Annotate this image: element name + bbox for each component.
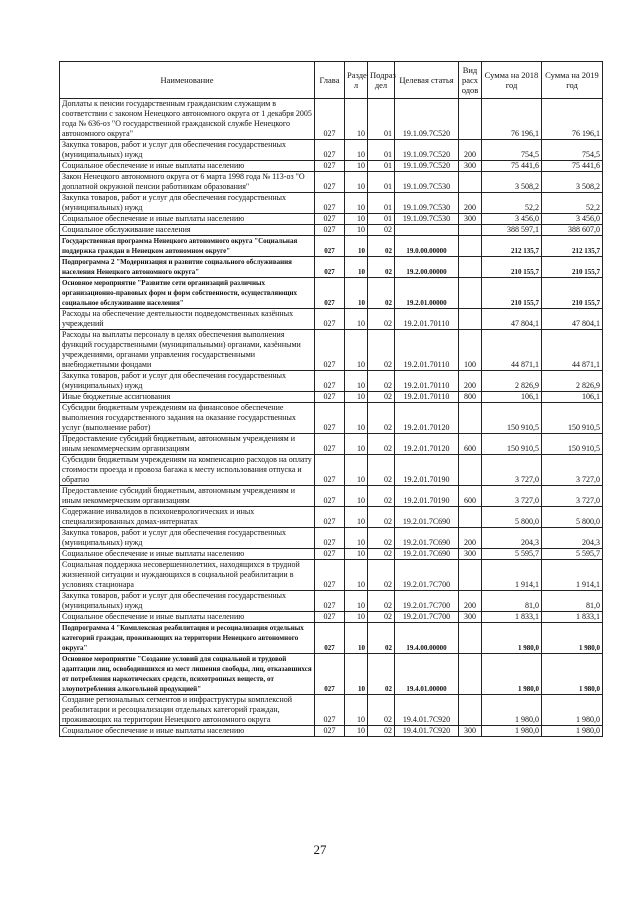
- cell-sum-2019: 210 155,7: [542, 257, 603, 278]
- cell-podrazdel: 02: [368, 309, 395, 330]
- cell-vid: 300: [459, 726, 482, 737]
- cell-statya: 19.2.01.7С690: [395, 507, 459, 528]
- cell-podrazdel: 02: [368, 623, 395, 654]
- cell-vid: [459, 309, 482, 330]
- cell-podrazdel: 02: [368, 591, 395, 612]
- cell-vid: 200: [459, 140, 482, 161]
- cell-statya: 19.1.09.7С520: [395, 140, 459, 161]
- cell-statya: 19.1.09.7С530: [395, 172, 459, 193]
- cell-statya: 19.2.01.00000: [395, 278, 459, 309]
- cell-name: Содержание инвалидов в психоневрологических и иных специализированных домах-интернатах: [60, 507, 315, 528]
- cell-statya: 19.2.01.70110: [395, 371, 459, 392]
- cell-vid: 300: [459, 161, 482, 172]
- cell-sum-2018: 1 833,1: [482, 612, 542, 623]
- cell-glava: 027: [315, 392, 345, 403]
- cell-podrazdel: 02: [368, 528, 395, 549]
- cell-vid: [459, 225, 482, 236]
- table-row: [60, 623, 603, 654]
- cell-sum-2018: 3 727,0: [482, 455, 542, 486]
- cell-glava: 027: [315, 257, 345, 278]
- cell-razdel: 10: [345, 214, 368, 225]
- table-row: [60, 403, 603, 434]
- cell-sum-2018: 1 914,1: [482, 560, 542, 591]
- cell-name: Субсидии бюджетным учреждениям на финансовое обеспечение выполнения государственного задания на оказание государственных услуг (выполнение работ): [60, 403, 315, 434]
- cell-name: Закупка товаров, работ и услуг для обеспечения государственных (муниципальных) нужд: [60, 193, 315, 214]
- cell-glava: 027: [315, 309, 345, 330]
- cell-sum-2019: 388 607,0: [542, 225, 603, 236]
- cell-name: Основное мероприятие "Развитие сети организаций различных организационно-правовых форм и форм собственности, осуществляющих социальное обслуживание населения": [60, 278, 315, 309]
- cell-razdel: 10: [345, 392, 368, 403]
- cell-glava: 027: [315, 236, 345, 257]
- cell-sum-2019: 47 804,1: [542, 309, 603, 330]
- cell-sum-2018: 150 910,5: [482, 434, 542, 455]
- cell-vid: 300: [459, 214, 482, 225]
- cell-razdel: 10: [345, 99, 368, 140]
- cell-vid: 200: [459, 371, 482, 392]
- table-row: [60, 140, 603, 161]
- cell-glava: 027: [315, 455, 345, 486]
- table-row: [60, 172, 603, 193]
- table-row: [60, 193, 603, 214]
- table-row: [60, 371, 603, 392]
- table-row: [60, 99, 603, 140]
- cell-name: Доплаты к пенсии государственным гражданским служащим в соответствии с законом Ненецкого автономного округа от 1 декабря 2005 года № 636-оз "О государственной гражданской службе Ненецкого автономного округа": [60, 99, 315, 140]
- cell-vid: [459, 257, 482, 278]
- cell-glava: 027: [315, 507, 345, 528]
- header-glava: Глава: [315, 62, 345, 99]
- table-row: [60, 236, 603, 257]
- cell-glava: 027: [315, 486, 345, 507]
- table-row: [60, 161, 603, 172]
- header-razdel: Разде л: [345, 62, 368, 99]
- cell-podrazdel: 02: [368, 549, 395, 560]
- table-row: [60, 591, 603, 612]
- budget-table: [59, 61, 603, 737]
- cell-sum-2018: 3 508,2: [482, 172, 542, 193]
- cell-sum-2018: 1 980,0: [482, 623, 542, 654]
- cell-razdel: 10: [345, 193, 368, 214]
- cell-glava: 027: [315, 371, 345, 392]
- cell-sum-2019: 212 135,7: [542, 236, 603, 257]
- cell-razdel: 10: [345, 623, 368, 654]
- cell-glava: 027: [315, 612, 345, 623]
- cell-glava: 027: [315, 549, 345, 560]
- cell-sum-2018: 212 135,7: [482, 236, 542, 257]
- cell-vid: 200: [459, 193, 482, 214]
- cell-sum-2019: 1 980,0: [542, 695, 603, 726]
- cell-podrazdel: 02: [368, 612, 395, 623]
- cell-sum-2019: 3 727,0: [542, 455, 603, 486]
- cell-sum-2019: 210 155,7: [542, 278, 603, 309]
- cell-sum-2019: 150 910,5: [542, 403, 603, 434]
- cell-name: Подпрограмма 4 "Комплексная реабилитация и ресоциализация отдельных категорий граждан, проживающих на территории Ненецкого автономного округа": [60, 623, 315, 654]
- cell-vid: [459, 654, 482, 695]
- cell-sum-2019: 1 980,0: [542, 654, 603, 695]
- table-row: [60, 309, 603, 330]
- cell-glava: 027: [315, 172, 345, 193]
- cell-podrazdel: 02: [368, 654, 395, 695]
- cell-podrazdel: 02: [368, 726, 395, 737]
- cell-razdel: 10: [345, 549, 368, 560]
- cell-razdel: 10: [345, 309, 368, 330]
- cell-name: Предоставление субсидий бюджетным, автономным учреждениям и иным некоммерческим организациям: [60, 486, 315, 507]
- table-row: [60, 392, 603, 403]
- cell-statya: 19.4.01.7С920: [395, 695, 459, 726]
- cell-name: Расходы на обеспечение деятельности подведомственных казённых учреждений: [60, 309, 315, 330]
- cell-name: Социальное обеспечение и иные выплаты населению: [60, 161, 315, 172]
- cell-podrazdel: 02: [368, 392, 395, 403]
- cell-razdel: 10: [345, 528, 368, 549]
- table-row: [60, 486, 603, 507]
- cell-name: Закон Ненецкого автономного округа от 6 марта 1998 года № 113-оз "О доплатной окружной пенсии работникам образования": [60, 172, 315, 193]
- table-row: [60, 330, 603, 371]
- cell-podrazdel: 02: [368, 560, 395, 591]
- cell-vid: 100: [459, 330, 482, 371]
- page-number: 27: [313, 842, 327, 857]
- cell-glava: 027: [315, 193, 345, 214]
- header-statya: Целевая статья: [395, 62, 459, 99]
- cell-podrazdel: 02: [368, 330, 395, 371]
- table-header-row: [60, 62, 603, 99]
- cell-sum-2018: 5 800,0: [482, 507, 542, 528]
- cell-glava: 027: [315, 623, 345, 654]
- cell-sum-2018: 52,2: [482, 193, 542, 214]
- cell-vid: [459, 507, 482, 528]
- cell-vid: [459, 455, 482, 486]
- cell-sum-2019: 1 980,0: [542, 623, 603, 654]
- cell-vid: [459, 172, 482, 193]
- cell-statya: 19.2.01.7С700: [395, 612, 459, 623]
- cell-razdel: 10: [345, 612, 368, 623]
- cell-sum-2018: 76 196,1: [482, 99, 542, 140]
- cell-name: Социальное обеспечение и иные выплаты населению: [60, 549, 315, 560]
- cell-sum-2019: 106,1: [542, 392, 603, 403]
- cell-glava: 027: [315, 214, 345, 225]
- cell-razdel: 10: [345, 486, 368, 507]
- cell-glava: 027: [315, 726, 345, 737]
- cell-statya: 19.2.01.70120: [395, 403, 459, 434]
- cell-sum-2018: 210 155,7: [482, 257, 542, 278]
- cell-sum-2018: 81,0: [482, 591, 542, 612]
- cell-statya: 19.2.01.7С690: [395, 549, 459, 560]
- table-row: [60, 528, 603, 549]
- cell-sum-2019: 52,2: [542, 193, 603, 214]
- cell-name: Закупка товаров, работ и услуг для обеспечения государственных (муниципальных) нужд: [60, 371, 315, 392]
- cell-name: Государственная программа Ненецкого автономного округа "Социальная поддержка граждан в Ненецком автономном округе": [60, 236, 315, 257]
- cell-vid: 600: [459, 434, 482, 455]
- cell-name: Социальное обеспечение и иные выплаты населению: [60, 612, 315, 623]
- cell-sum-2019: 76 196,1: [542, 99, 603, 140]
- cell-statya: 19.2.01.70120: [395, 434, 459, 455]
- table-row: [60, 560, 603, 591]
- cell-podrazdel: 01: [368, 140, 395, 161]
- table-row: [60, 726, 603, 737]
- cell-statya: 19.2.01.7С700: [395, 591, 459, 612]
- cell-statya: 19.2.01.7С700: [395, 560, 459, 591]
- cell-razdel: 10: [345, 225, 368, 236]
- cell-sum-2018: 47 804,1: [482, 309, 542, 330]
- cell-razdel: 10: [345, 591, 368, 612]
- cell-name: Основное мероприятие "Создание условий для социальной и трудовой адаптации лиц, освободившихся из мест лишения свободы, лиц, отказавшихся от потребления наркотических средств, психотропных веществ, от злоупотребления алкогольной продукцией": [60, 654, 315, 695]
- cell-sum-2019: 1 914,1: [542, 560, 603, 591]
- cell-razdel: 10: [345, 560, 368, 591]
- cell-vid: [459, 236, 482, 257]
- cell-statya: 19.2.01.70110: [395, 392, 459, 403]
- cell-sum-2019: 1 833,1: [542, 612, 603, 623]
- cell-podrazdel: 02: [368, 257, 395, 278]
- cell-sum-2019: 150 910,5: [542, 434, 603, 455]
- cell-statya: 19.1.09.7С530: [395, 193, 459, 214]
- cell-sum-2018: 150 910,5: [482, 403, 542, 434]
- cell-glava: 027: [315, 403, 345, 434]
- cell-podrazdel: 02: [368, 486, 395, 507]
- cell-podrazdel: 02: [368, 225, 395, 236]
- cell-sum-2019: 3 456,0: [542, 214, 603, 225]
- cell-sum-2018: 44 871,1: [482, 330, 542, 371]
- table-row: [60, 695, 603, 726]
- cell-glava: 027: [315, 654, 345, 695]
- cell-razdel: 10: [345, 257, 368, 278]
- cell-sum-2018: 210 155,7: [482, 278, 542, 309]
- cell-podrazdel: 01: [368, 193, 395, 214]
- table-row: [60, 257, 603, 278]
- cell-glava: 027: [315, 434, 345, 455]
- cell-glava: 027: [315, 161, 345, 172]
- cell-vid: 200: [459, 528, 482, 549]
- cell-razdel: 10: [345, 140, 368, 161]
- cell-vid: 600: [459, 486, 482, 507]
- cell-glava: 027: [315, 99, 345, 140]
- cell-sum-2018: 204,3: [482, 528, 542, 549]
- table-row: [60, 654, 603, 695]
- cell-sum-2019: 5 800,0: [542, 507, 603, 528]
- cell-glava: 027: [315, 140, 345, 161]
- cell-razdel: 10: [345, 236, 368, 257]
- cell-podrazdel: 02: [368, 278, 395, 309]
- cell-podrazdel: 02: [368, 695, 395, 726]
- table-row: [60, 225, 603, 236]
- cell-sum-2019: 2 826,9: [542, 371, 603, 392]
- cell-vid: [459, 403, 482, 434]
- cell-sum-2019: 3 508,2: [542, 172, 603, 193]
- cell-sum-2018: 5 595,7: [482, 549, 542, 560]
- cell-glava: 027: [315, 560, 345, 591]
- table-row: [60, 549, 603, 560]
- cell-vid: [459, 99, 482, 140]
- cell-statya: 19.2.01.70190: [395, 486, 459, 507]
- cell-razdel: 10: [345, 455, 368, 486]
- cell-statya: 19.2.01.70190: [395, 455, 459, 486]
- header-podrazdel: Подраз дел: [368, 62, 395, 99]
- cell-sum-2019: 81,0: [542, 591, 603, 612]
- cell-sum-2019: 204,3: [542, 528, 603, 549]
- cell-sum-2018: 106,1: [482, 392, 542, 403]
- cell-razdel: 10: [345, 371, 368, 392]
- cell-glava: 027: [315, 695, 345, 726]
- cell-podrazdel: 02: [368, 236, 395, 257]
- cell-sum-2018: 3 727,0: [482, 486, 542, 507]
- cell-glava: 027: [315, 278, 345, 309]
- cell-vid: 300: [459, 612, 482, 623]
- cell-razdel: 10: [345, 434, 368, 455]
- cell-vid: 800: [459, 392, 482, 403]
- cell-sum-2019: 5 595,7: [542, 549, 603, 560]
- cell-name: Социальное обслуживание населения: [60, 225, 315, 236]
- cell-name: Социальная поддержка несовершеннолетних, находящихся в трудной жизненной ситуации и нуждающихся в социальной реабилитации в условиях стационара: [60, 560, 315, 591]
- cell-name: Закупка товаров, работ и услуг для обеспечения государственных (муниципальных) нужд: [60, 591, 315, 612]
- cell-name: Предоставление субсидий бюджетным, автономным учреждениям и иным некоммерческим организациям: [60, 434, 315, 455]
- cell-statya: 19.2.00.00000: [395, 257, 459, 278]
- cell-statya: 19.1.09.7С520: [395, 99, 459, 140]
- cell-glava: 027: [315, 330, 345, 371]
- cell-name: Иные бюджетные ассигнования: [60, 392, 315, 403]
- cell-sum-2018: 1 980,0: [482, 654, 542, 695]
- cell-podrazdel: 01: [368, 214, 395, 225]
- cell-name: Субсидии бюджетным учреждениям на компенсацию расходов на оплату стоимости проезда и провоза багажа к месту использования отпуска и обратно: [60, 455, 315, 486]
- cell-podrazdel: 01: [368, 172, 395, 193]
- table-row: [60, 612, 603, 623]
- cell-razdel: 10: [345, 278, 368, 309]
- cell-podrazdel: 01: [368, 99, 395, 140]
- cell-name: Социальное обеспечение и иные выплаты населению: [60, 214, 315, 225]
- cell-statya: 19.4.00.00000: [395, 623, 459, 654]
- cell-statya: 19.1.09.7С530: [395, 214, 459, 225]
- cell-razdel: 10: [345, 161, 368, 172]
- cell-statya: 19.1.09.7С520: [395, 161, 459, 172]
- table-body: [60, 99, 603, 737]
- cell-razdel: 10: [345, 172, 368, 193]
- cell-glava: 027: [315, 225, 345, 236]
- cell-statya: 19.2.01.70110: [395, 309, 459, 330]
- cell-name: Социальное обеспечение и иные выплаты населению: [60, 726, 315, 737]
- cell-sum-2018: 388 597,1: [482, 225, 542, 236]
- table-row: [60, 455, 603, 486]
- cell-vid: 300: [459, 549, 482, 560]
- cell-vid: [459, 560, 482, 591]
- cell-podrazdel: 02: [368, 434, 395, 455]
- cell-sum-2018: 754,5: [482, 140, 542, 161]
- cell-sum-2018: 2 826,9: [482, 371, 542, 392]
- cell-vid: 200: [459, 591, 482, 612]
- cell-sum-2019: 44 871,1: [542, 330, 603, 371]
- cell-sum-2018: 3 456,0: [482, 214, 542, 225]
- cell-razdel: 10: [345, 654, 368, 695]
- header-name: Наименование: [60, 62, 315, 99]
- cell-statya: 19.0.00.00000: [395, 236, 459, 257]
- cell-vid: [459, 278, 482, 309]
- cell-razdel: 10: [345, 403, 368, 434]
- cell-statya: 19.2.01.7С690: [395, 528, 459, 549]
- cell-sum-2018: 1 980,0: [482, 726, 542, 737]
- table-row: [60, 214, 603, 225]
- cell-statya: [395, 225, 459, 236]
- header-sum-2019: Сумма на 2019 год: [542, 62, 603, 99]
- table-row: [60, 434, 603, 455]
- cell-podrazdel: 02: [368, 371, 395, 392]
- cell-sum-2019: 1 980,0: [542, 726, 603, 737]
- cell-glava: 027: [315, 528, 345, 549]
- cell-sum-2019: 75 441,6: [542, 161, 603, 172]
- cell-statya: 19.4.01.00000: [395, 654, 459, 695]
- cell-name: Закупка товаров, работ и услуг для обеспечения государственных (муниципальных) нужд: [60, 528, 315, 549]
- cell-razdel: 10: [345, 695, 368, 726]
- table-row: [60, 278, 603, 309]
- cell-podrazdel: 02: [368, 455, 395, 486]
- cell-razdel: 10: [345, 330, 368, 371]
- cell-name: Подпрограмма 2 "Модернизация и развитие социального обслуживания населения Ненецкого автономного округа": [60, 257, 315, 278]
- cell-razdel: 10: [345, 726, 368, 737]
- cell-sum-2019: 3 727,0: [542, 486, 603, 507]
- cell-statya: 19.2.01.70110: [395, 330, 459, 371]
- cell-glava: 027: [315, 591, 345, 612]
- cell-sum-2019: 754,5: [542, 140, 603, 161]
- header-sum-2018: Сумма на 2018 год: [482, 62, 542, 99]
- cell-podrazdel: 02: [368, 507, 395, 528]
- cell-statya: 19.4.01.7С920: [395, 726, 459, 737]
- table-row: [60, 507, 603, 528]
- cell-razdel: 10: [345, 507, 368, 528]
- cell-name: Расходы на выплаты персоналу в целях обеспечения выполнения функций государственными (муниципальными) органами, казёнными учреждениями, органами управления государственными внебюджетными фондами: [60, 330, 315, 371]
- cell-name: Закупка товаров, работ и услуг для обеспечения государственных (муниципальных) нужд: [60, 140, 315, 161]
- cell-name: Создание региональных сегментов и инфраструктуры комплексной реабилитации и ресоциализации отдельных категорий граждан, проживающих на территории Ненецкого автономного округа: [60, 695, 315, 726]
- cell-podrazdel: 02: [368, 403, 395, 434]
- cell-vid: [459, 623, 482, 654]
- header-vid: Вид расх одов: [459, 62, 482, 99]
- cell-sum-2018: 1 980,0: [482, 695, 542, 726]
- cell-podrazdel: 01: [368, 161, 395, 172]
- cell-sum-2018: 75 441,6: [482, 161, 542, 172]
- cell-vid: [459, 695, 482, 726]
